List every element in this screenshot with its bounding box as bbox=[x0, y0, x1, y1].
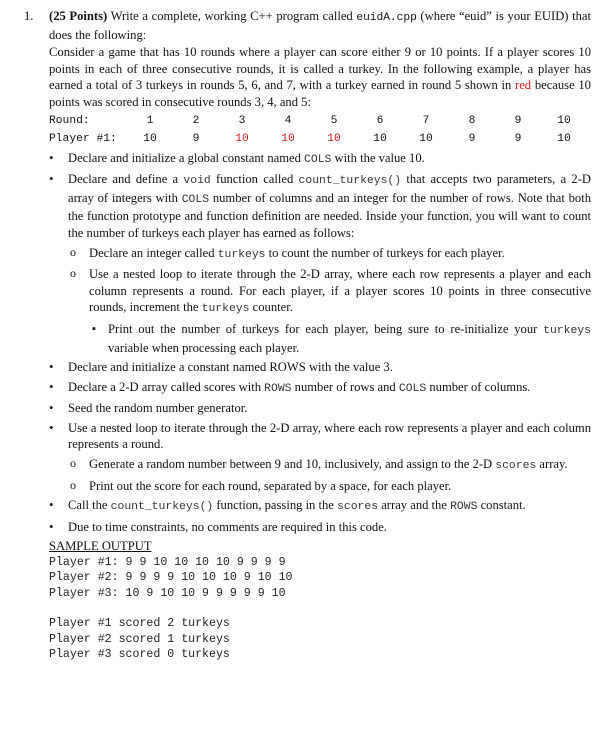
round-cell: 3 bbox=[238, 114, 246, 127]
round-cell: 6 bbox=[376, 114, 384, 127]
question-description: Consider a game that has 10 rounds where a player can score either 9 or 10 points. If a player scores 10 points in each of three consecutive rounds, it is called a turkey. In the following example, a player has earned a total of 3 turkeys in rounds 5, 6, and 7, with a turkey earned in round 5 shown in red because 10 points was scored in consecutive rounds 3, 4, and 5: bbox=[49, 45, 591, 109]
list-item: • Declare and define a void function called count_turkeys() that accepts two parameters, a 2-D array of integers with COLS number of columns and an integer for the number of rows. Note that both the function prototype and function definition are needed. Inside your function, you will want to count the number of turkeys each player has earned as follows: bbox=[49, 171, 591, 241]
score-cell: 10 bbox=[557, 132, 571, 145]
sample-line: Player #3: 10 9 10 10 9 9 9 9 9 10 bbox=[49, 586, 286, 600]
question-block bbox=[24, 8, 592, 662]
round-cell: 8 bbox=[468, 114, 476, 127]
round-cell: 7 bbox=[422, 114, 430, 127]
requirements-list bbox=[49, 150, 591, 536]
question-number: 1. bbox=[24, 9, 34, 23]
score-cell: 10 bbox=[419, 132, 433, 145]
score-cell: 9 bbox=[514, 132, 522, 145]
turkey-line: Player #3 scored 0 turkeys bbox=[49, 648, 230, 662]
turkey-line: Player #2 scored 1 turkeys bbox=[49, 632, 230, 646]
score-cell: 9 bbox=[192, 132, 200, 145]
list-item: • Seed the random number generator. bbox=[49, 400, 591, 417]
round-cell: 9 bbox=[514, 114, 522, 127]
sample-line: Player #2: 9 9 9 9 10 10 10 9 10 10 bbox=[49, 571, 293, 585]
turkey-line: Player #1 scored 2 turkeys bbox=[49, 617, 230, 631]
list-subsubitem: ▪ Print out the number of turkeys for each player, being sure to re-initialize your turkeys variable when processing each player. bbox=[49, 321, 591, 356]
round-cell: 5 bbox=[330, 114, 338, 127]
example-table bbox=[49, 112, 591, 148]
round-cell: 2 bbox=[192, 114, 200, 127]
round-cell: 10 bbox=[557, 114, 571, 127]
list-item: • Declare and initialize a global constant named COLS with the value 10. bbox=[49, 150, 591, 169]
round-cell: 4 bbox=[284, 114, 292, 127]
player-label: Player #1: bbox=[49, 132, 117, 145]
spacer bbox=[49, 601, 591, 616]
sample-line: Player #1: 9 9 10 10 10 10 9 9 9 9 bbox=[49, 556, 286, 570]
score-cell: 9 bbox=[468, 132, 476, 145]
list-subitem: o Generate a random number between 9 and 10, inclusively, and assign to the 2-D scores array. bbox=[49, 456, 591, 475]
list-item: • Declare and initialize a constant named ROWS with the value 3. bbox=[49, 359, 591, 376]
round-cell: 1 bbox=[146, 114, 154, 127]
score-cell: 10 bbox=[373, 132, 387, 145]
sample-output-heading: SAMPLE OUTPUT bbox=[49, 539, 152, 554]
score-cell: 10 bbox=[143, 132, 157, 145]
list-subitem: o Use a nested loop to iterate through the 2-D array, where each row represents a player and each column represents a round. For each player, if a player scores 10 points in three consecutive rounds, increment the turkeys counter. bbox=[49, 266, 591, 318]
red-word: red bbox=[515, 78, 532, 93]
list-item: • Declare a 2-D array called scores with ROWS number of rows and COLS number of columns. bbox=[49, 379, 591, 398]
question-intro: (25 Points) Write a complete, working C++ program called euidA.cpp (where “euid” is your EUID) that does the following: bbox=[49, 9, 592, 42]
score-cell-highlighted: 10 bbox=[281, 132, 295, 145]
list-item: • Use a nested loop to iterate through the 2-D array, where each row represents a player and each column represents a round. bbox=[49, 420, 591, 453]
filename: euidA.cpp bbox=[356, 12, 417, 24]
score-cell-highlighted: 10 bbox=[327, 132, 341, 145]
list-item: • Call the count_turkeys() function, passing in the scores array and the ROWS constant. bbox=[49, 497, 591, 516]
list-subitem: o Declare an integer called turkeys to count the number of turkeys for each player. bbox=[49, 245, 591, 264]
round-label: Round: bbox=[49, 114, 90, 127]
score-cell-highlighted: 10 bbox=[235, 132, 249, 145]
list-subitem: o Print out the score for each round, separated by a space, for each player. bbox=[49, 478, 591, 495]
question-points: (25 Points) bbox=[49, 9, 108, 23]
list-item: • Due to time constraints, no comments are required in this code. bbox=[49, 519, 591, 536]
